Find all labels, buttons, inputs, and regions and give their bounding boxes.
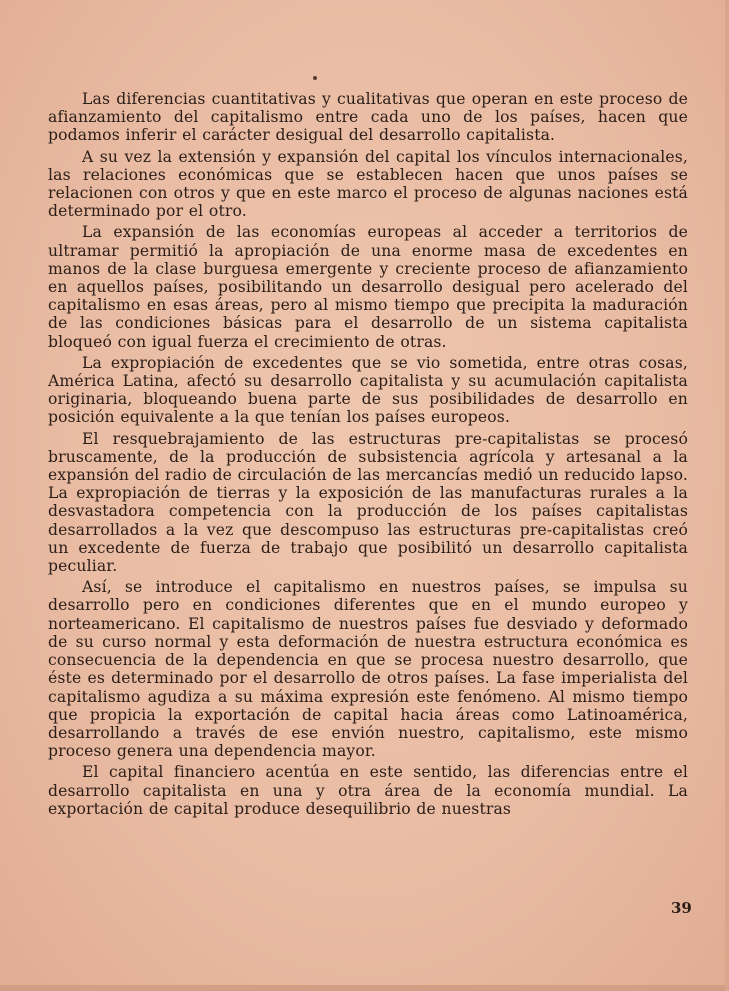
- paragraph-4: La expropiación de excedentes que se vio sometida, entre otras cosas, América Latina, afectó su desarrollo capitalista y su acumulación capitalista originaria, bloqueando buena parte de sus posibilidades de desarrollo en posición equivalente a la que tenían los países europeos.: [48, 353, 688, 427]
- paragraph-7: El capital financiero acentúa en este sentido, las diferencias entre el desarrollo capitalista en una y otra área de la economía mundial. La exportación de capital produce desequilibrio de nuestras: [48, 763, 688, 818]
- paragraph-1: Las diferencias cuantitativas y cualitativas que operan en este proceso de afianzamiento del capitalismo entre cada uno de los países, hacen que podamos inferir el carácter desigual del desarrollo capitalista.: [48, 90, 688, 145]
- body-text: [48, 90, 688, 821]
- paragraph-2: A su vez la extensión y expansión del capital los vínculos internacionales, las relaciones económicas que se establecen hacen que unos países se relacionen con otros y que en este marco el proceso de algunas naciones está determinado por el otro.: [48, 147, 688, 221]
- paragraph-3: La expansión de las economías europeas al acceder a territorios de ultramar permitió la apropiación de una enorme masa de excedentes en manos de la clase burguesa emergente y creciente proceso de afianzamiento en aquellos países, posibilitando un desarrollo desigual pero acelerado del capitalismo en esas áreas, pero al mismo tiempo que precipita la maduración de las condiciones básicas para el desarrollo de un sistema capitalista bloqueó con igual fuerza el crecimiento de otras.: [48, 223, 688, 351]
- ink-dot: [313, 76, 317, 80]
- paragraph-6: Así, se introduce el capitalismo en nuestros países, se impulsa su desarrollo pero en condiciones diferentes que en el mundo europeo y norteamericano. El capitalismo de nuestros países fue desviado y deformado de su curso normal y esta deformación de nuestra estructura económica es consecuencia de la dependencia en que se procesa nuestro desarrollo, que éste es determinado por el desarrollo de otros países. La fase imperialista del capitalismo agudiza a su máxima expresión este fenómeno. Al mismo tiempo que propicia la exportación de capital hacia áreas como Latinoamérica, desarrollando a través de ese envión nuestro, capitalismo, este mismo proceso genera una dependencia mayor.: [48, 578, 688, 761]
- paragraph-5: El resquebrajamiento de las estructuras pre-capitalistas se procesó bruscamente, de la producción de subsistencia agrícola y artesanal a la expansión del radio de circulación de las mercancías medió un reducido lapso. La expropiación de tierras y la exposición de las manufacturas rurales a la desvastadora competencia con la producción de los países capitalistas desarrollados a la vez que descompuso las estructuras pre-capitalistas creó un excedente de fuerza de trabajo que posibilitó un desarrollo capitalista peculiar.: [48, 429, 688, 576]
- page-number: 39: [671, 899, 692, 917]
